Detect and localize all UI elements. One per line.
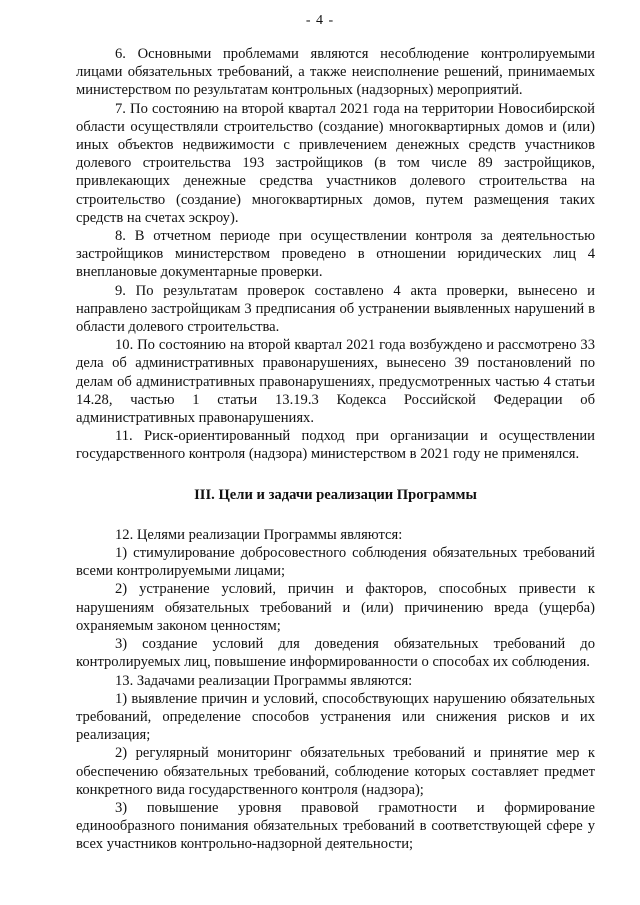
goal-item-1: 1) стимулирование добросовестного соблюдения обязательных требований всеми контролируемыми лицами; — [76, 545, 595, 580]
paragraph-10: 10. По состоянию на второй квартал 2021 года возбуждено и рассмотрено 33 дела об административных правонарушениях, вынесено 39 постановлений по делам об административных правонарушениях, предусмотренных частью 4 статьи 14.28, частью 1 статьи 13.19.3 Кодекса Российской Федерации об административных правонарушениях. — [76, 337, 595, 427]
goal-item-2: 2) устранение условий, причин и факторов, способных привести к нарушениям обязательных требований и (или) причинению вреда (ущерба) охраняемым законом ценностям; — [76, 581, 595, 634]
paragraph-12: 12. Целями реализации Программы являются: — [115, 526, 403, 543]
paragraph-13: 13. Задачами реализации Программы являются: — [115, 672, 413, 689]
paragraph-11: 11. Риск-ориентированный подход при организации и осуществлении государственного контроля (надзора) министерством в 2021 году не применялся. — [76, 428, 595, 463]
paragraph-8: 8. В отчетном периоде при осуществлении контроля за деятельностью застройщиков министерством проведено в отношении юридических лиц 4 внеплановые документарные проверки. — [76, 228, 595, 281]
paragraph-6: 6. Основными проблемами являются несоблюдение контролируемыми лицами обязательных требований, а также неисполнение решений, принимаемых министерством по результатам контрольных (надзорных) мероприятий. — [76, 46, 595, 99]
task-item-3: 3) повышение уровня правовой грамотности и формирование единообразного понимания обязательных требований в соответствующей сфере у всех участников контрольно-надзорной деятельности; — [76, 799, 595, 853]
paragraph-7: 7. По состоянию на второй квартал 2021 года на территории Новосибирской области осуществляли строительство (создание) многоквартирных домов и (или) иных объектов недвижимости с привлечением денежных средств участников долевого строительства 193 застройщиков (в том числе 89 застройщиков, привлекающих денежные средства участников долевого строительства на строительство (создание) многоквартирных домов, путем размещения таких средств на счетах эскроу). — [76, 100, 595, 226]
task-item-1: 1) выявление причин и условий, способствующих нарушению обязательных требований, определение способов устранения или снижения рисков и их реализация; — [76, 690, 595, 744]
task-item-2: 2) регулярный мониторинг обязательных требований и принятие мер к обеспечению обязательных требований, соблюдение которых составляет предмет конкретного вида государственного контроля (надзора); — [76, 745, 595, 798]
document-body — [76, 45, 595, 854]
section-heading: III. Цели и задачи реализации Программы — [194, 486, 477, 503]
goal-item-3: 3) создание условий для доведения обязательных требований до контролируемых лиц, повышение информированности о способах их соблюдения. — [76, 636, 595, 671]
page-number: - 4 - — [305, 13, 335, 28]
paragraph-9: 9. По результатам проверок составлено 4 акта проверки, вынесено и направлено застройщикам 3 предписания об устранении выявленных нарушений в области долевого строительства. — [76, 282, 595, 336]
